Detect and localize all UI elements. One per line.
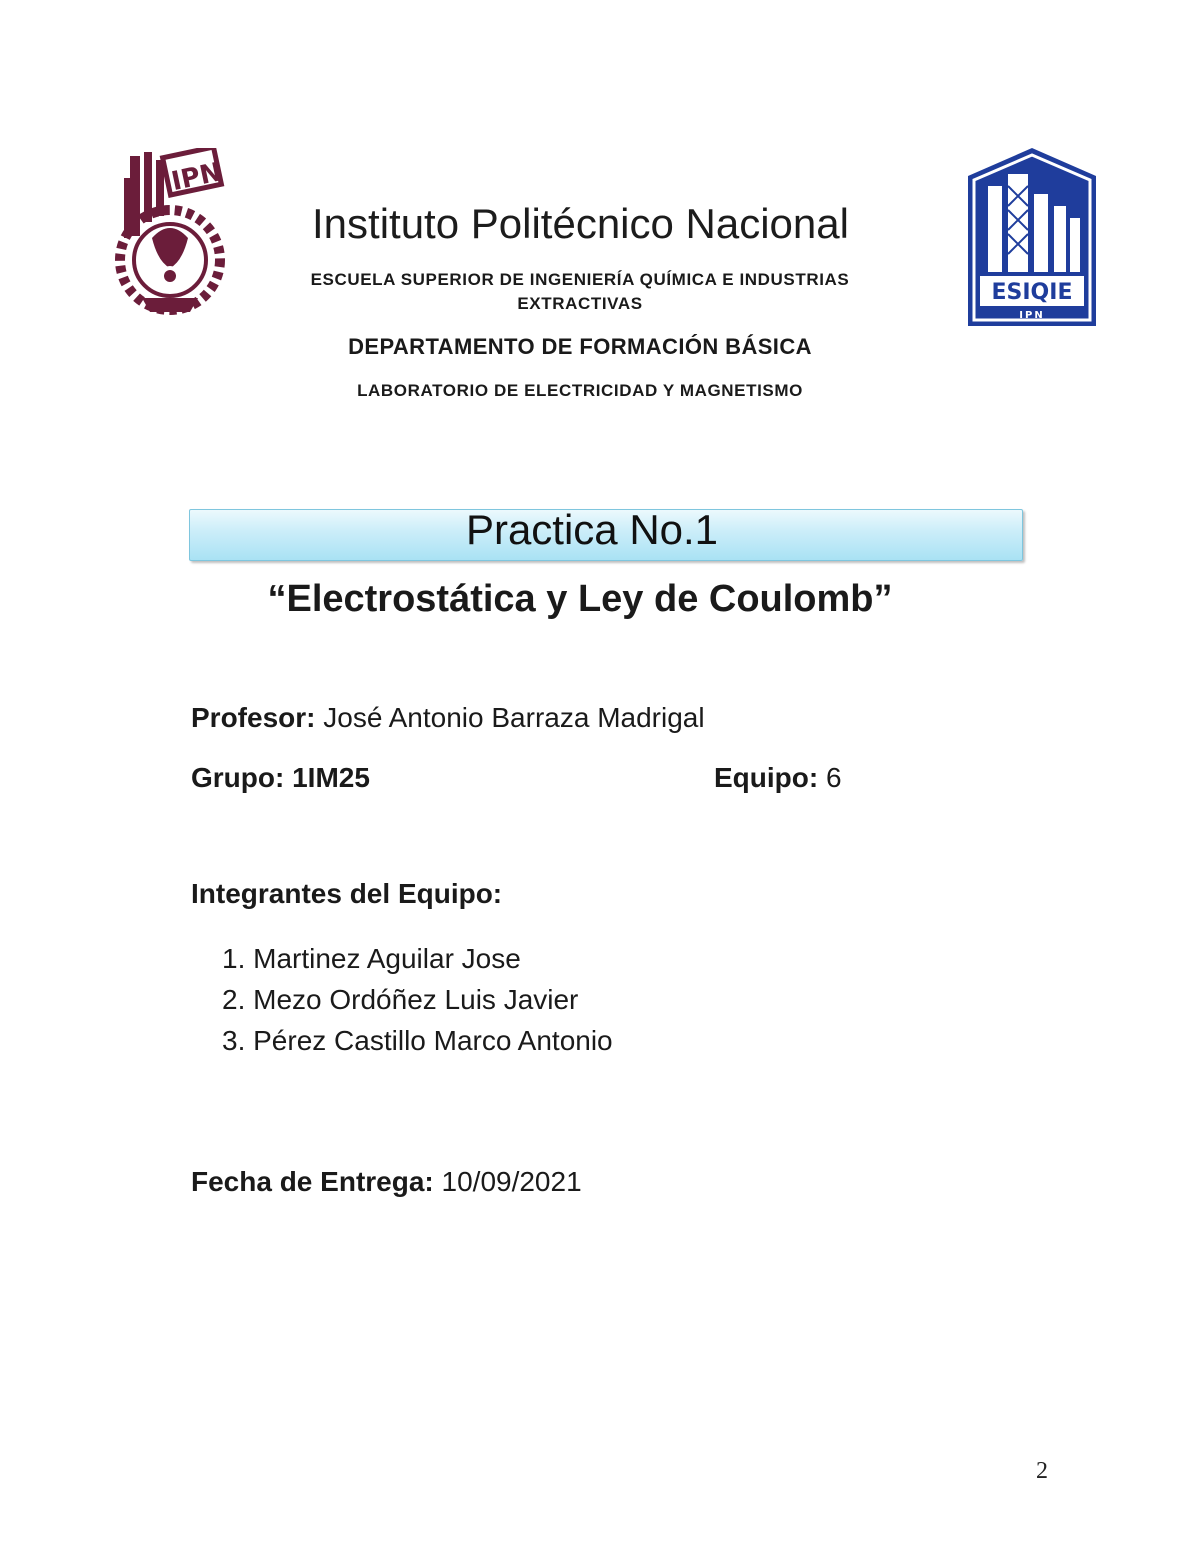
group-line (191, 762, 370, 794)
team-number-value: 6 (818, 762, 842, 793)
ipn-logo (112, 148, 228, 326)
delivery-date-label: Fecha de Entrega: (191, 1166, 434, 1197)
practice-subtitle: “Electrostática y Ley de Coulomb” (267, 578, 893, 620)
professor-line (191, 702, 705, 734)
practice-title: Practica No.1 (465, 506, 719, 553)
page-number: 2 (1036, 1458, 1048, 1484)
team-number-line (714, 762, 842, 794)
school-name: ESCUELA SUPERIOR DE INGENIERÍA QUÍMICA E INDUSTRIAS EXTRACTIVAS (310, 270, 850, 313)
esiqie-logo-text: ESIQIE (991, 280, 1073, 305)
group-value: 1IM25 (284, 762, 370, 793)
professor-label: Profesor: (191, 702, 316, 733)
list-item: 1. Martinez Aguilar Jose (222, 943, 521, 974)
institution-title: Instituto Politécnico Nacional (312, 200, 849, 247)
ipn-logo-text: IPN (168, 157, 225, 198)
delivery-date-line (191, 1166, 582, 1198)
team-members-list (222, 938, 613, 1061)
delivery-date-value: 10/09/2021 (433, 1166, 582, 1197)
list-item: 2. Mezo Ordóñez Luis Javier (222, 984, 579, 1015)
professor-value: José Antonio Barraza Madrigal (315, 702, 705, 733)
esiqie-logo-sub: IPN (1019, 310, 1045, 321)
laboratory-name: LABORATORIO DE ELECTRICIDAD Y MAGNETISMO (357, 381, 803, 400)
group-label: Grupo: (191, 762, 285, 793)
department-name: DEPARTAMENTO DE FORMACIÓN BÁSICA (348, 334, 812, 359)
team-members-heading: Integrantes del Equipo: (191, 878, 503, 909)
esiqie-logo (964, 146, 1100, 328)
list-item: 3. Pérez Castillo Marco Antonio (222, 1025, 613, 1056)
team-number-label: Equipo: (714, 762, 819, 793)
